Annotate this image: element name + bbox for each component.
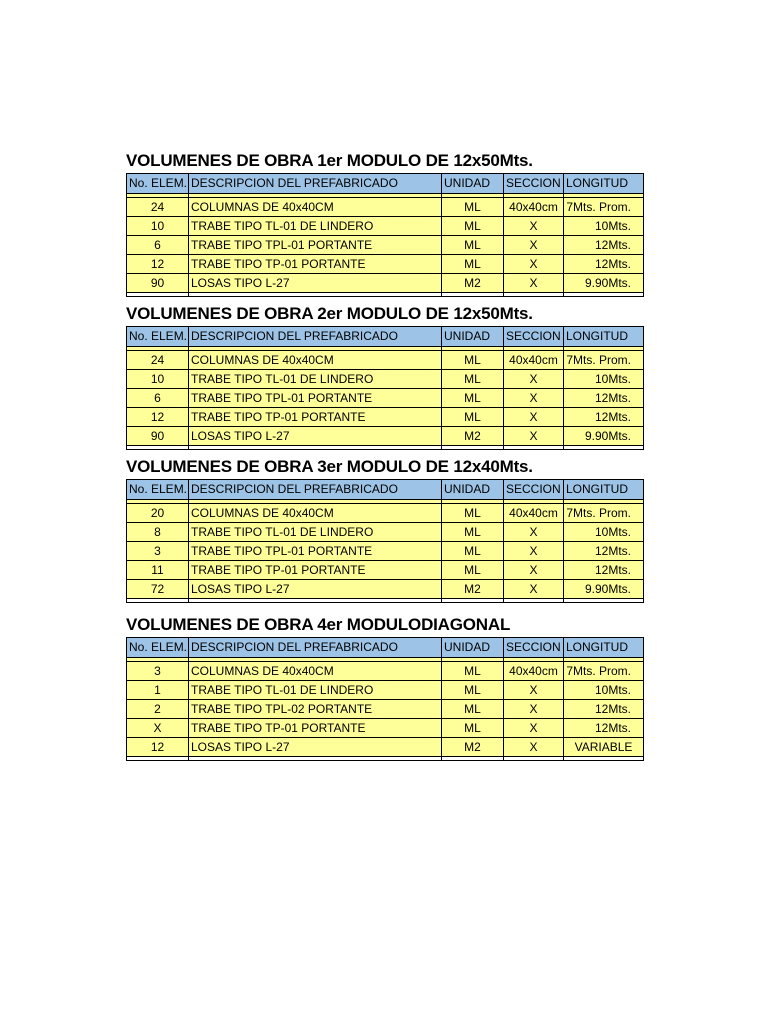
table-row [127,389,644,408]
cell-longitud: 7Mts. Prom. [564,351,644,370]
table-row [127,255,644,274]
cell-descripcion: TRABE TIPO TL-01 DE LINDERO [189,370,442,389]
cell-no-elem: 3 [127,542,189,561]
section-module-3 [126,455,643,603]
section-title: VOLUMENES DE OBRA 3er MODULO DE 12x40Mts. [126,457,533,476]
tail-cell [504,446,564,450]
column-header-seccion: SECCION [504,327,564,347]
cell-unidad: ML [442,351,504,370]
table-row [127,274,644,293]
tail-cell [189,757,442,761]
cell-seccion: X [504,719,564,738]
column-header-descripcion: DESCRIPCION DEL PREFABRICADO [189,480,442,500]
cell-seccion: X [504,408,564,427]
tail-row [127,293,644,297]
column-header-seccion: SECCION [504,480,564,500]
cell-longitud: 12Mts. [564,236,644,255]
tail-row [127,757,644,761]
cell-seccion: X [504,274,564,293]
cell-no-elem: 8 [127,523,189,542]
column-header-no-elem: No. ELEM. [127,174,189,194]
cell-longitud: 10Mts. [564,370,644,389]
table-header-row [127,480,644,500]
cell-unidad: M2 [442,580,504,599]
tail-cell [127,446,189,450]
tail-cell [127,599,189,603]
column-header-longitud: LONGITUD [564,174,644,194]
table-header-row [127,638,644,658]
cell-no-elem: 10 [127,370,189,389]
tail-cell [504,293,564,297]
column-header-seccion: SECCION [504,638,564,658]
cell-longitud: 10Mts. [564,681,644,700]
cell-seccion: X [504,580,564,599]
volume-table [126,637,644,761]
volume-table [126,479,644,603]
cell-longitud: 12Mts. [564,408,644,427]
column-header-no-elem: No. ELEM. [127,638,189,658]
cell-descripcion: TRABE TIPO TP-01 PORTANTE [189,408,442,427]
table-row [127,427,644,446]
cell-longitud: 12Mts. [564,255,644,274]
tail-cell [189,446,442,450]
tail-cell [442,446,504,450]
cell-seccion: X [504,255,564,274]
section-module-1 [126,149,643,297]
cell-no-elem: 24 [127,351,189,370]
cell-no-elem: 12 [127,738,189,757]
cell-no-elem: 20 [127,504,189,523]
cell-unidad: ML [442,542,504,561]
cell-seccion: X [504,542,564,561]
cell-longitud: VARIABLE [564,738,644,757]
cell-descripcion: LOSAS TIPO L-27 [189,580,442,599]
column-header-descripcion: DESCRIPCION DEL PREFABRICADO [189,638,442,658]
cell-unidad: ML [442,236,504,255]
cell-no-elem: 12 [127,408,189,427]
section-module-4 [126,613,643,761]
column-header-unidad: UNIDAD [442,327,504,347]
cell-seccion: X [504,236,564,255]
cell-unidad: ML [442,662,504,681]
cell-seccion: X [504,738,564,757]
tail-cell [564,446,644,450]
column-header-unidad: UNIDAD [442,638,504,658]
section-title: VOLUMENES DE OBRA 4er MODULODIAGONAL [126,615,511,634]
cell-seccion: X [504,217,564,236]
tail-cell [442,599,504,603]
cell-descripcion: TRABE TIPO TL-01 DE LINDERO [189,681,442,700]
cell-descripcion: TRABE TIPO TP-01 PORTANTE [189,561,442,580]
tail-cell [442,293,504,297]
column-header-longitud: LONGITUD [564,327,644,347]
cell-unidad: ML [442,523,504,542]
column-header-longitud: LONGITUD [564,638,644,658]
cell-no-elem: 90 [127,274,189,293]
cell-unidad: ML [442,370,504,389]
tail-cell [564,757,644,761]
column-header-descripcion: DESCRIPCION DEL PREFABRICADO [189,174,442,194]
cell-no-elem: 3 [127,662,189,681]
cell-descripcion: COLUMNAS DE 40x40CM [189,351,442,370]
tail-cell [189,599,442,603]
table-row [127,700,644,719]
cell-descripcion: TRABE TIPO TP-01 PORTANTE [189,719,442,738]
cell-unidad: ML [442,255,504,274]
cell-longitud: 12Mts. [564,561,644,580]
cell-descripcion: COLUMNAS DE 40x40CM [189,504,442,523]
table-row [127,217,644,236]
cell-descripcion: TRABE TIPO TPL-01 PORTANTE [189,236,442,255]
cell-unidad: ML [442,217,504,236]
table-row [127,681,644,700]
table-row [127,408,644,427]
table-row [127,719,644,738]
section-title: VOLUMENES DE OBRA 2er MODULO DE 12x50Mts. [126,304,533,323]
cell-no-elem: 6 [127,236,189,255]
table-row [127,580,644,599]
cell-seccion: X [504,370,564,389]
cell-unidad: ML [442,408,504,427]
cell-no-elem: 1 [127,681,189,700]
cell-seccion: X [504,389,564,408]
tail-cell [564,293,644,297]
cell-longitud: 9.90Mts. [564,274,644,293]
table-row [127,738,644,757]
cell-seccion: X [504,523,564,542]
cell-unidad: M2 [442,274,504,293]
table-row [127,523,644,542]
cell-seccion: 40x40cm [504,662,564,681]
tail-cell [504,599,564,603]
table-header-row [127,174,644,194]
cell-unidad: ML [442,389,504,408]
column-header-unidad: UNIDAD [442,480,504,500]
cell-unidad: M2 [442,738,504,757]
cell-longitud: 12Mts. [564,719,644,738]
volume-table [126,173,644,297]
column-header-no-elem: No. ELEM. [127,327,189,347]
table-row [127,198,644,217]
table-row [127,351,644,370]
cell-no-elem: 10 [127,217,189,236]
cell-seccion: 40x40cm [504,198,564,217]
cell-descripcion: COLUMNAS DE 40x40CM [189,662,442,681]
section-module-2 [126,302,643,450]
tail-cell [442,757,504,761]
cell-unidad: ML [442,504,504,523]
table-row [127,662,644,681]
cell-longitud: 7Mts. Prom. [564,662,644,681]
column-header-descripcion: DESCRIPCION DEL PREFABRICADO [189,327,442,347]
tail-cell [127,757,189,761]
cell-seccion: X [504,700,564,719]
cell-descripcion: TRABE TIPO TL-01 DE LINDERO [189,217,442,236]
cell-seccion: 40x40cm [504,504,564,523]
column-header-seccion: SECCION [504,174,564,194]
table-row [127,370,644,389]
column-header-unidad: UNIDAD [442,174,504,194]
cell-no-elem: 12 [127,255,189,274]
cell-no-elem: 72 [127,580,189,599]
cell-longitud: 10Mts. [564,217,644,236]
cell-unidad: ML [442,700,504,719]
cell-unidad: ML [442,719,504,738]
cell-descripcion: COLUMNAS DE 40x40CM [189,198,442,217]
column-header-longitud: LONGITUD [564,480,644,500]
cell-seccion: X [504,681,564,700]
cell-seccion: X [504,427,564,446]
cell-seccion: X [504,561,564,580]
cell-no-elem: 24 [127,198,189,217]
table-row [127,236,644,255]
volume-table [126,326,644,450]
cell-descripcion: LOSAS TIPO L-27 [189,427,442,446]
cell-descripcion: TRABE TIPO TP-01 PORTANTE [189,255,442,274]
section-title: VOLUMENES DE OBRA 1er MODULO DE 12x50Mts. [126,151,533,170]
column-header-no-elem: No. ELEM. [127,480,189,500]
cell-unidad: ML [442,561,504,580]
cell-unidad: ML [442,198,504,217]
tail-cell [127,293,189,297]
cell-descripcion: TRABE TIPO TL-01 DE LINDERO [189,523,442,542]
table-row [127,561,644,580]
cell-descripcion: TRABE TIPO TPL-01 PORTANTE [189,542,442,561]
tail-row [127,599,644,603]
cell-no-elem: 90 [127,427,189,446]
cell-longitud: 12Mts. [564,700,644,719]
cell-no-elem: 2 [127,700,189,719]
cell-unidad: ML [442,681,504,700]
tail-row [127,446,644,450]
table-row [127,542,644,561]
cell-longitud: 7Mts. Prom. [564,504,644,523]
cell-descripcion: TRABE TIPO TPL-01 PORTANTE [189,389,442,408]
cell-no-elem: 6 [127,389,189,408]
cell-descripcion: TRABE TIPO TPL-02 PORTANTE [189,700,442,719]
cell-descripcion: LOSAS TIPO L-27 [189,274,442,293]
table-row [127,504,644,523]
table-header-row [127,327,644,347]
cell-longitud: 9.90Mts. [564,580,644,599]
cell-longitud: 12Mts. [564,542,644,561]
cell-no-elem: X [127,719,189,738]
cell-no-elem: 11 [127,561,189,580]
tail-cell [564,599,644,603]
cell-longitud: 12Mts. [564,389,644,408]
cell-longitud: 10Mts. [564,523,644,542]
cell-descripcion: LOSAS TIPO L-27 [189,738,442,757]
tail-cell [189,293,442,297]
cell-longitud: 9.90Mts. [564,427,644,446]
cell-seccion: 40x40cm [504,351,564,370]
tail-cell [504,757,564,761]
cell-longitud: 7Mts. Prom. [564,198,644,217]
cell-unidad: M2 [442,427,504,446]
